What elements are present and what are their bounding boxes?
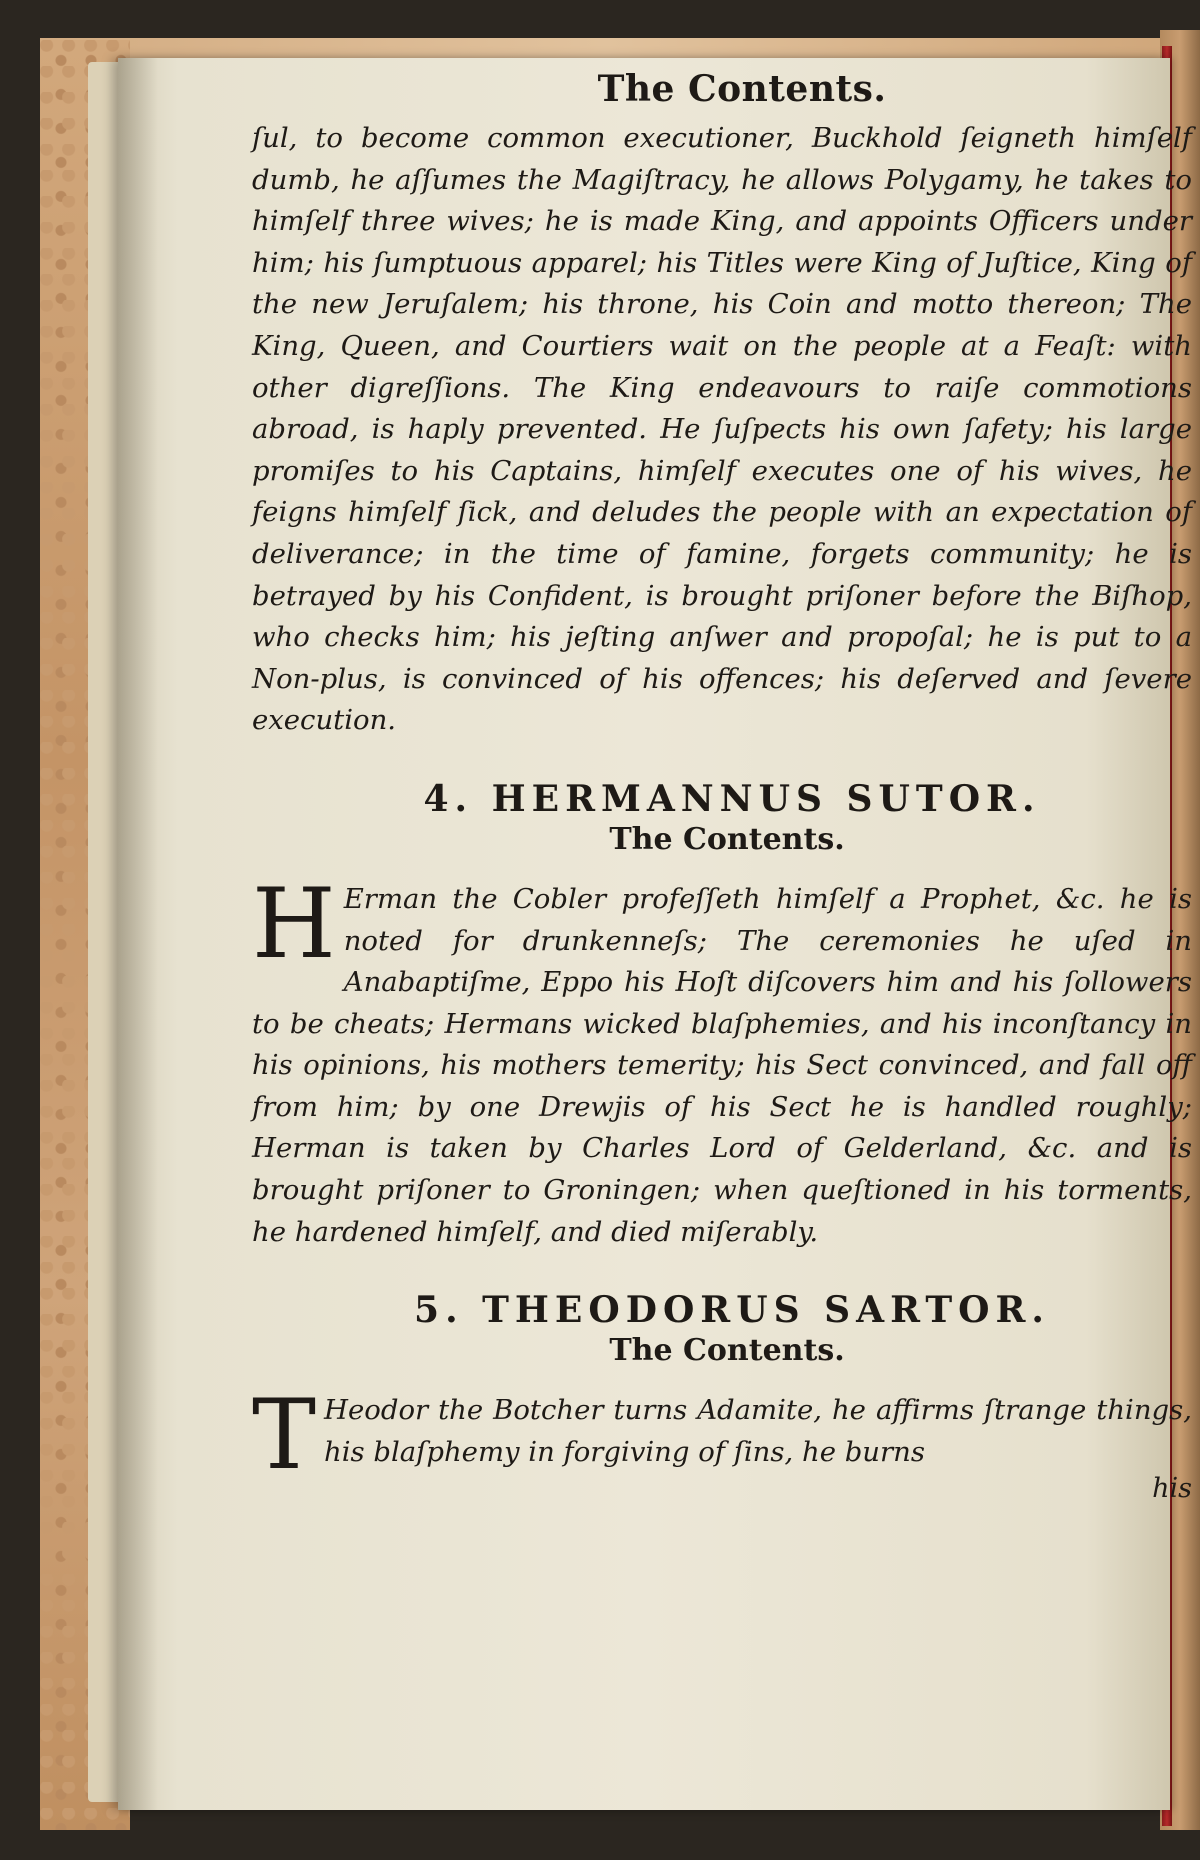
theodorus-body: Heodor the Botcher turns Adamite, he affirms ſtrange things, his blaſphemy in forgiving of ſins, he burns [324, 1394, 1192, 1468]
section-subheading: The Contents. [609, 821, 845, 857]
running-head: The Contents. [597, 68, 887, 110]
drop-cap-t: T [252, 1379, 317, 1492]
section-heading-hermannus-sutor: 4. HERMANNUS SUTOR. [423, 777, 1041, 820]
section-heading-theodorus-sartor: 5. THEODORUS SARTOR. [414, 1289, 1050, 1332]
catchword: his [1152, 1473, 1192, 1505]
hermannus-body: Erman the Cobler profeſſeth himſelf a Prophet, &c. he is noted for drunkenneſs; The ceremonies he uſed in Anabaptiſme, Eppo his Hoſt diſcovers him and his ſollowers to be cheats; Hermans wicked blaſphemies, and his inconſtancy in his opinions, his mothers temerity; his Sect convinced, and fall off from him; by one Drewjis of his Sect he is handled roughly; Herman is taken by Charles Lord of Gelderland, &c. and is brought priſoner to Groningen; when queſtioned in his torments, he hardened himſelf, and died miſerably. [252, 882, 1192, 1248]
gutter-shadow [118, 58, 158, 1810]
contents-paragraph-theodorus [252, 1379, 1192, 1492]
section-subheading: The Contents. [609, 1333, 845, 1369]
drop-cap-h: H [252, 867, 336, 980]
contents-paragraph-3-continued: ſul, to become common executioner, Buckhold ſeigneth himſelf dumb, he aſſumes the Magiſtracy, he allows Polygamy, he takes to himſelf three wives; he is made King, and appoints Officers under him; his ſumptuous apparel; his Titles were King of Juſtice, King of the new Jeruſalem; his throne, his Coin and motto thereon; The King, Queen, and Courtiers wait on the people at a Feaſt: with other digreſſions. The King endeavours to raiſe commotions abroad, is haply prevented. He ſuſpects his own ſafety; his large promiſes to his Captains, himſelf executes one of his wives, he feigns himſelf ſick, and deludes the people with an expectation of deliverance; in the time of famine, forgets community; he is betrayed by his Confident, is brought priſoner before the Biſhop, who checks him; his jeſting anſwer and propoſal; he is put to a Non-plus, is convinced of his offences; his deſerved and ſevere execution. [252, 122, 1192, 737]
page-text [252, 68, 1192, 1504]
contents-paragraph-hermannus [252, 867, 1192, 1253]
